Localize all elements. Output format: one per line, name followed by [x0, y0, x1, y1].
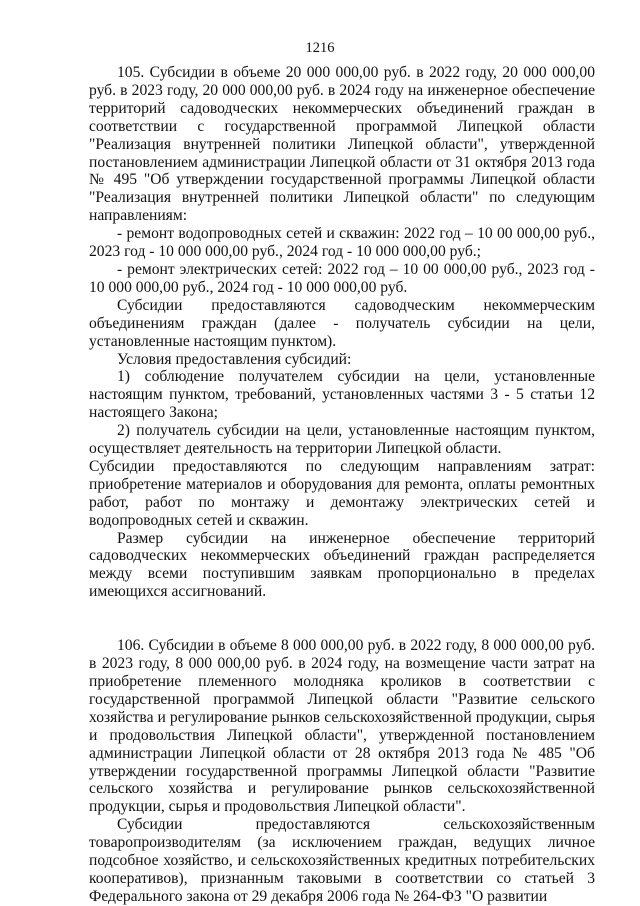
- section-105-item-electric: - ремонт электрических сетей: 2022 год – 10 00 000,00 руб., 2023 год - 10 000 000,00 руб., 2024 год - 10 000 000,00 руб.: [89, 260, 595, 296]
- page-number: 1216: [305, 40, 335, 56]
- section-105-distribution: Размер субсидии на инженерное обеспечение территорий садоводческих некоммерческих объединений граждан распределяется между всеми поступившим заявкам пропорционально в пределах имеющихся ассигнований.: [89, 529, 595, 601]
- section-105-item-water: - ремонт водопроводных сетей и скважин: 2022 год – 10 00 000,00 руб., 2023 год - 10 000 000,00 руб., 2024 год - 10 000 000,00 руб.;: [89, 225, 595, 261]
- document-body: [89, 64, 595, 906]
- section-105-conditions-title: Условия предоставления субсидий:: [117, 350, 352, 368]
- section-spacer: [89, 601, 595, 637]
- section-105-condition-1: 1) соблюдение получателем субсидии на цели, установленные настоящим пунктом, требований, установленных частями 3 - 5 статьи 12 настоящего Закона;: [89, 368, 595, 422]
- section-105-directions: Субсидии предоставляются по следующим направлениям затрат: приобретение материалов и оборудования для ремонта, оплаты ремонтных работ, работ по монтажу и демонтажу электрических сетей и водопроводных сетей и скважин.: [89, 457, 595, 529]
- section-105-recipients: Субсидии предоставляются садоводческим некоммерческим объединениям граждан (далее - получатель субсидии на цели, установленные настоящим пунктом).: [89, 296, 595, 350]
- section-106-recipients: Субсидии предоставляются сельскохозяйственным товаропроизводителям (за исключением граждан, ведущих личное подсобное хозяйство, и сельскохозяйственных кредитных потребительских кооперативов), признанным таковыми в соответствии со статьей 3 Федерального закона от 29 декабря 2006 года № 264-ФЗ "О развитии: [89, 816, 595, 905]
- section-106-intro: 106. Субсидии в объеме 8 000 000,00 руб. в 2022 году, 8 000 000,00 руб. в 2023 году, 8 000 000,00 руб. в 2024 году, на возмещение части затрат на приобретение племенного молодняка кроликов в соответствии с государственной программой Липецкой области "Развитие сельского хозяйства и регулирование рынков сельскохозяйственной продукции, сырья и продовольствия Липецкой области", утвержденной постановлением администрации Липецкой области от 28 октября 2013 года № 485 "Об утверждении государственной программы Липецкой области "Развитие сельского хозяйства и регулирование рынков сельскохозяйственной продукции, сырья и продовольствия Липецкой области".: [89, 637, 595, 816]
- section-105-condition-2: 2) получатель субсидии на цели, установленные настоящим пунктом, осуществляет деятельность на территории Липецкой области.: [89, 422, 595, 458]
- section-105-intro: 105. Субсидии в объеме 20 000 000,00 руб. в 2022 году, 20 000 000,00 руб. в 2023 году, 20 000 000,00 руб. в 2024 году на инженерное обеспечение территорий садоводческих некоммерческих объединений граждан в соответствии с государственной программой Липецкой области "Реализация внутренней политики Липецкой области", утвержденной постановлением администрации Липецкой области от 31 октября 2013 года № 495 "Об утверждении государственной программы Липецкой области "Реализация внутренней политики Липецкой области" по следующим направлениям:: [89, 64, 595, 225]
